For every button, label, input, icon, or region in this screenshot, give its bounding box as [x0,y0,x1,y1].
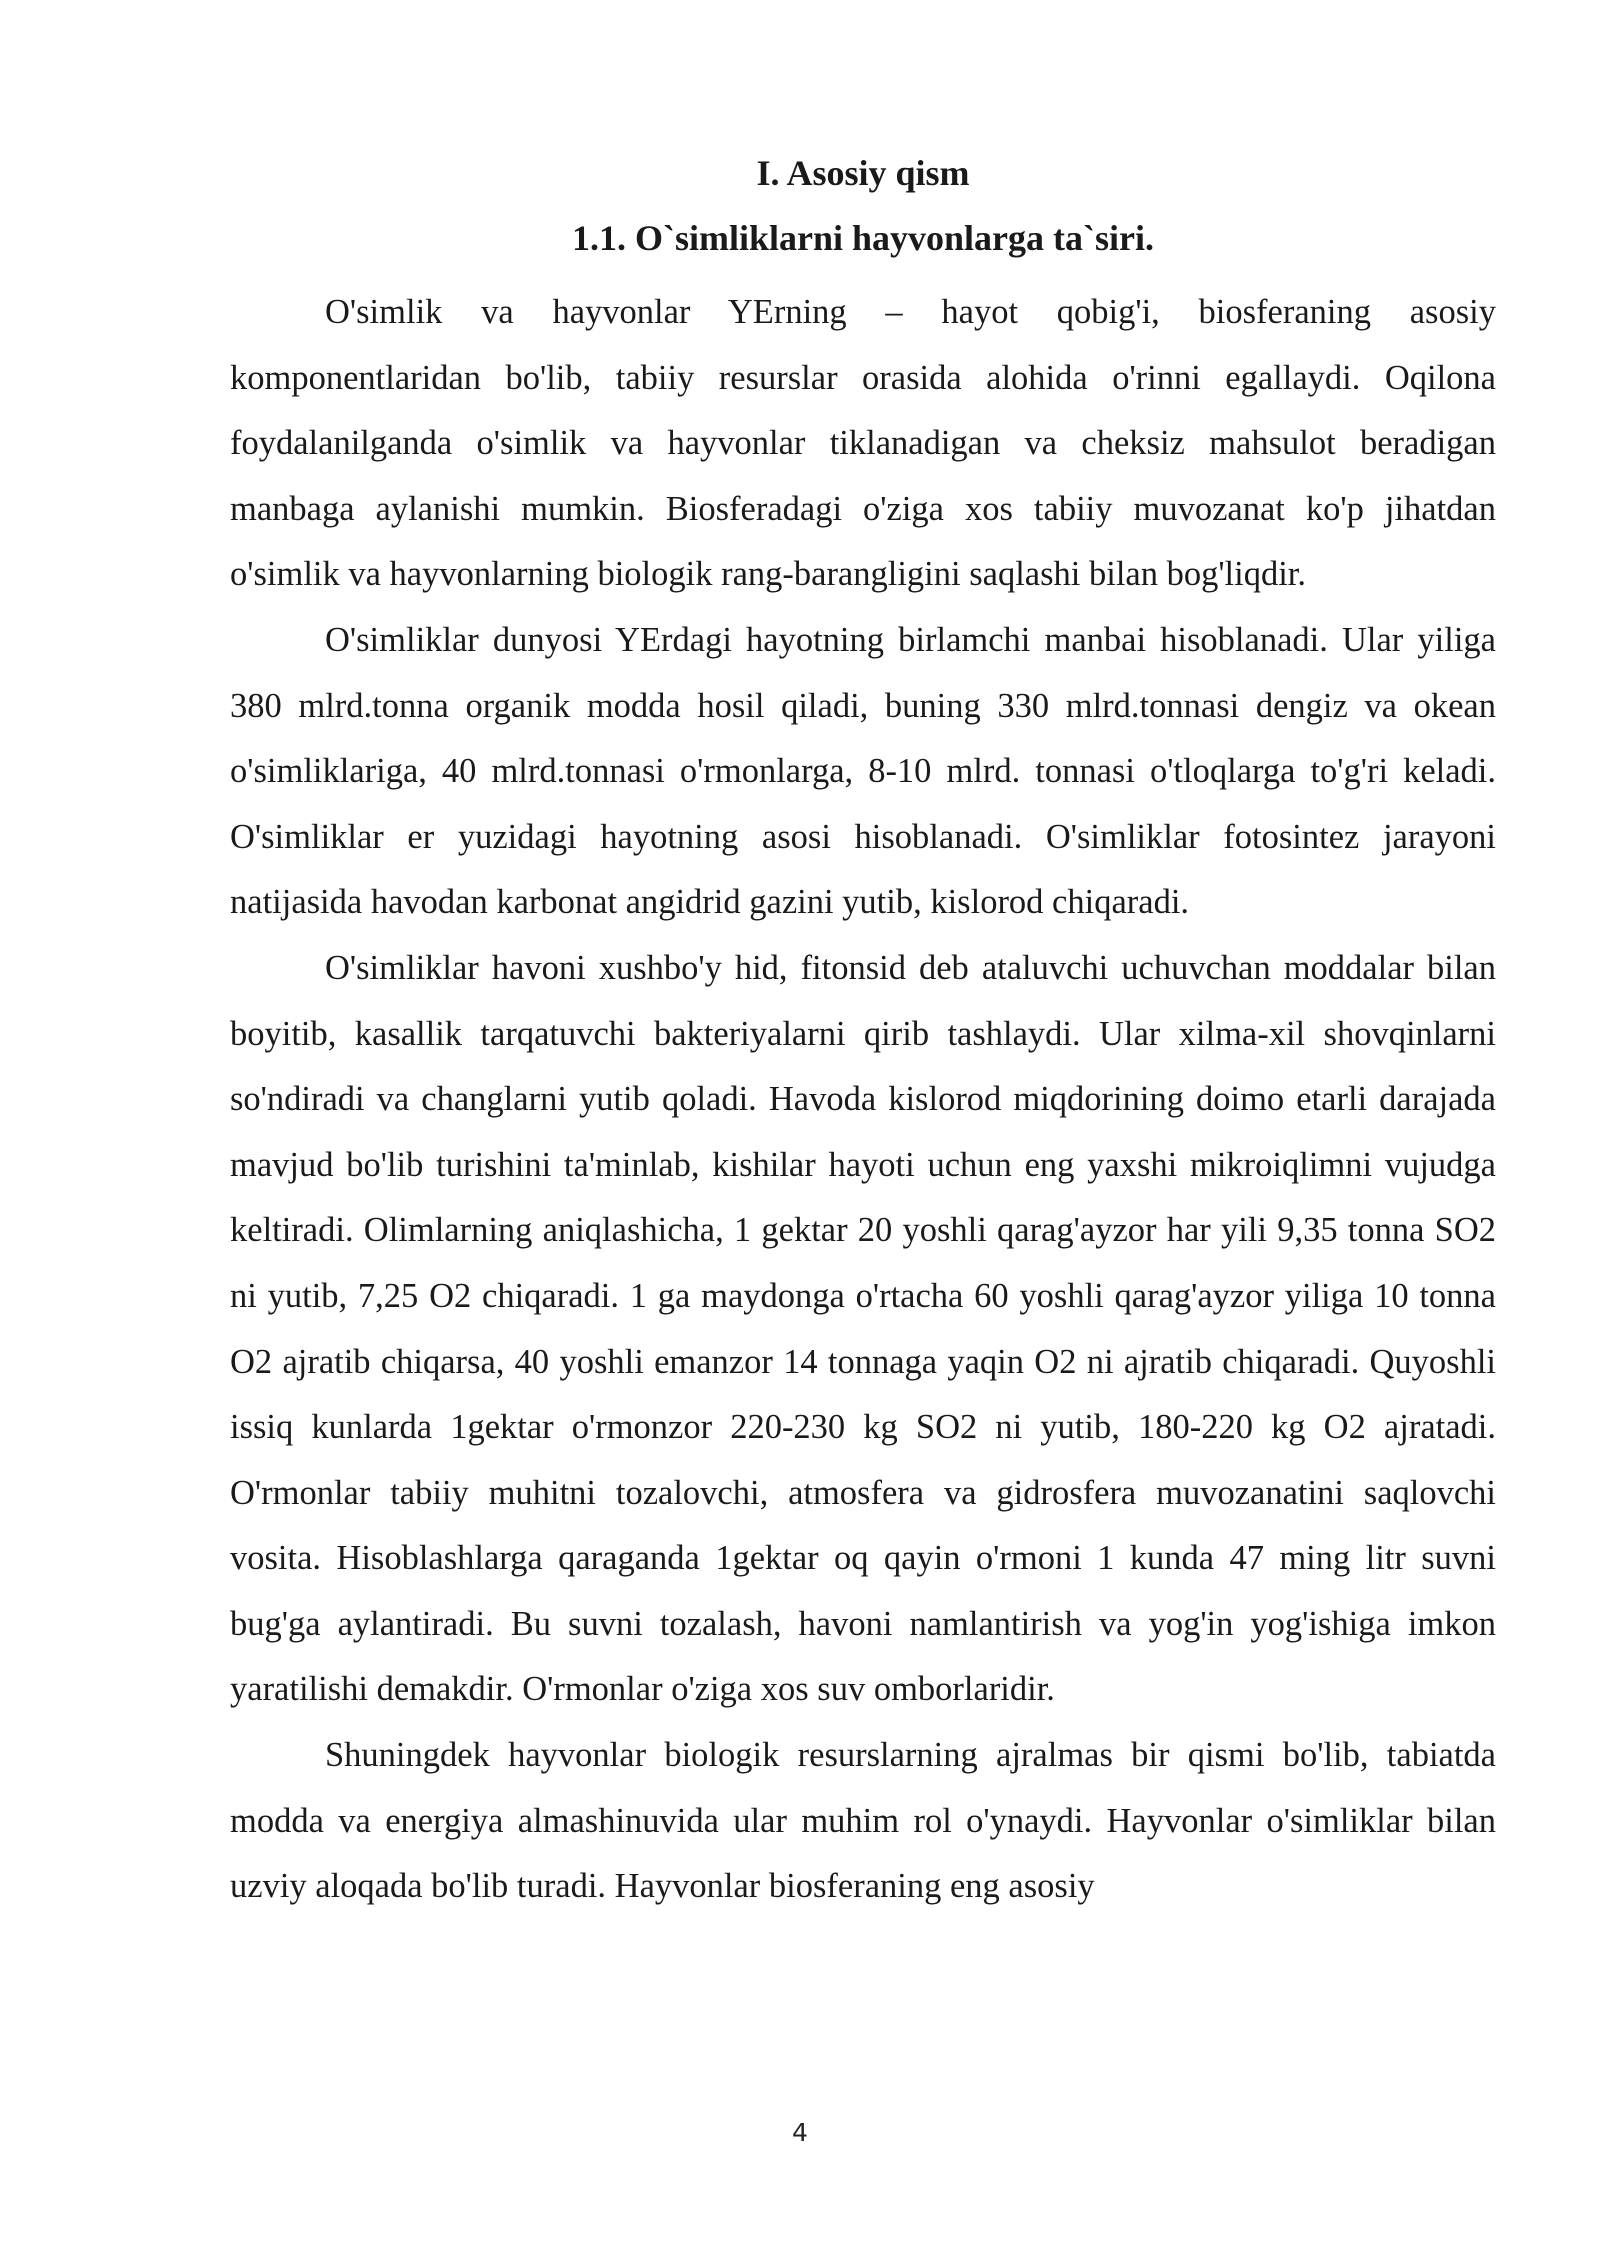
paragraph-4: Shuningdek hayvonlar biologik resurslarning ajralmas bir qismi bo'lib, tabiatda modda va energiya almashinuvida ular muhim rol o'ynaydi. Hayvonlar o'simliklar bilan uzviy aloqada bo'lib turadi. Hayvonlar biosferaning eng asosiy [230,1736,1496,1906]
paragraph-1: O'simlik va hayvonlar YErning – hayot qobig'i, biosferaning asosiy komponentlaridan bo'lib, tabiiy resurslar orasida alohida o'rinni egallaydi. Oqilona foydalanilganda o'simlik va hayvonlar tiklanadigan va cheksiz mahsulot beradigan manbaga aylanishi mumkin. Biosferadagi o'ziga xos tabiiy muvozanat ko'p jihatdan o'simlik va hayvonlarning biologik rang-barangligini saqlashi bilan bog'liqdir. [230,293,1496,594]
subsection-title: 1.1. O`simliklarni hayvonlarga ta`siri. [571,218,1154,258]
paragraph-2: O'simliklar dunyosi YErdagi hayotning birlamchi manbai hisoblanadi. Ular yiliga 380 mlrd.tonna organik modda hosil qiladi, buning 330 mlrd.tonnasi dengiz va okean o'simliklariga, 40 mlrd.tonnasi o'rmonlarga, 8-10 mlrd. tonnasi o'tloqlarga to'g'ri keladi. O'simliklar er yuzidagi hayotning asosi hisoblanadi. O'simliklar fotosintez jarayoni natijasida havodan karbonat angidrid gazini yutib, kislorod chiqaradi. [230,620,1496,922]
page-number: 4 [792,2118,808,2147]
paragraph-3: O'simliklar havoni xushbo'y hid, fitonsid deb ataluvchi uchuvchan moddalar bilan boyitib, kasallik tarqatuvchi bakteriyalarni qirib tashlaydi. Ular xilma-xil shovqinlarni so'ndiradi va changlarni yutib qoladi. Havoda kislorod miqdorining doimo etarli darajada mavjud bo'lib turishini ta'minlab, kishilar hayoti uchun eng yaxshi mikroiqlimni vujudga keltiradi. Olimlarning aniqlashicha, 1 gektar 20 yoshli qarag'ayzor har yili 9,35 tonna SO2 ni yutib, 7,25 O2 chiqaradi. 1 ga maydonga o'rtacha 60 yoshli qarag'ayzor yiliga 10 tonna O2 ajratib chiqarsa, 40 yoshli emanzor 14 tonnaga yaqin O2 ni ajratib chiqaradi. Quyoshli issiq kunlarda 1gektar o'rmonzor 220-230 kg SO2 ni yutib, 180-220 kg O2 ajratadi. O'rmonlar tabiiy muhitni tozalovchi, atmosfera va gidrosfera muvozanatini saqlovchi vosita. Hisoblashlarga qaraganda 1gektar oq qayin o'rmoni 1 kunda 47 ming litr suvni bug'ga aylantiradi. Bu suvni tozalash, havoni namlantirish va yog'in yog'ishiga imkon yaratilishi demakdir. O'rmonlar o'ziga xos suv omborlaridir. [230,948,1496,1709]
document-page [230,150,1496,1920]
section-title: I. Asosiy qism [756,153,970,193]
